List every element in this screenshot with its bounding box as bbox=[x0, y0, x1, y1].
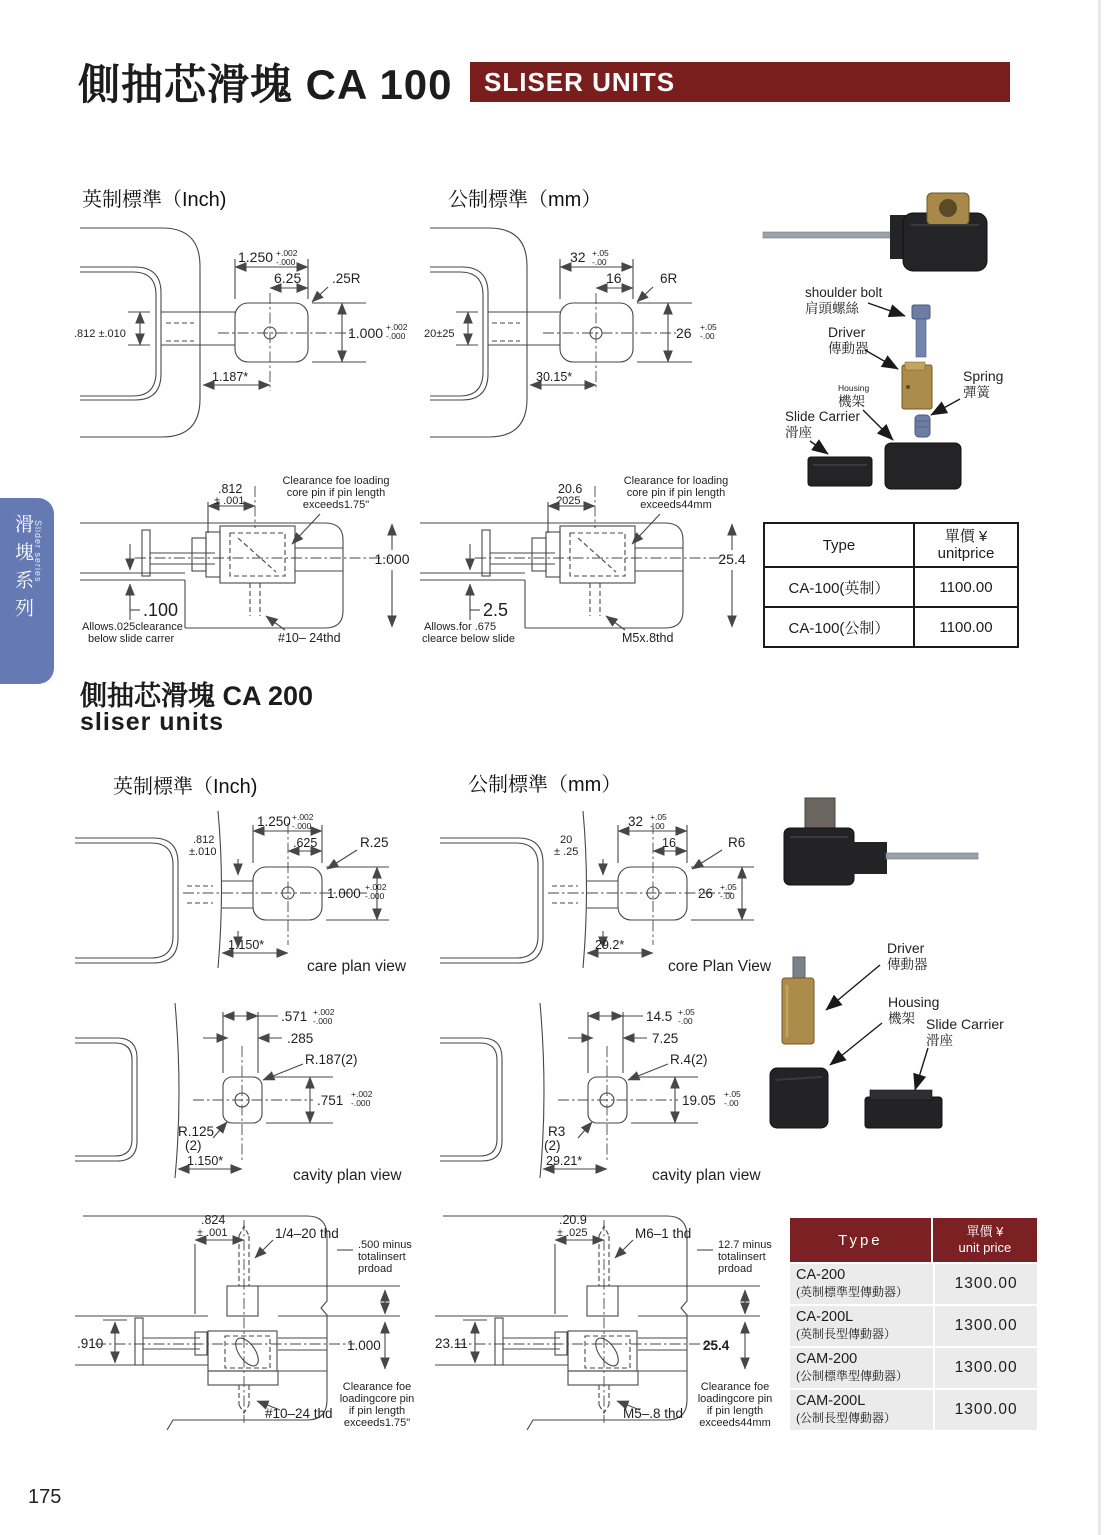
exploded-parts-photo bbox=[770, 957, 942, 1128]
housing-label-zh: 機架 bbox=[888, 1011, 915, 1026]
clearance-note-line3: exceeds1.75" bbox=[302, 499, 370, 511]
ca200-inch-standard-label: 英制標準（Inch) bbox=[113, 776, 258, 798]
ca100-mm-section-drawing bbox=[420, 458, 755, 648]
dim-width-tol-bot: -.000 bbox=[292, 821, 312, 831]
dim-top-label: .20.9 bbox=[559, 1213, 587, 1227]
type-column-header: Type bbox=[838, 1231, 883, 1249]
radius-top-label: R.4(2) bbox=[670, 1052, 708, 1067]
slide-carrier-label-en: Slide Carrier bbox=[926, 1016, 1004, 1032]
dim-height-tol-bot: -.00 bbox=[700, 331, 715, 341]
dim-offset-label: 30.15* bbox=[536, 370, 573, 384]
price-cell: 1300.00 bbox=[933, 1264, 1037, 1304]
thread-label: #10– 24thd bbox=[278, 631, 341, 645]
table-row bbox=[790, 1306, 1037, 1346]
dim-height-label: 26 bbox=[698, 886, 714, 901]
ca200-price-table bbox=[790, 1218, 1037, 1430]
thread-top-label: 1/4–20 thd bbox=[275, 1226, 339, 1241]
dim-width-tol-top: +.002 bbox=[313, 1007, 335, 1017]
dim-top-label: 20.6 bbox=[558, 482, 583, 496]
dim-width-label: 32 bbox=[570, 249, 586, 265]
thread-top-label: M6–1 thd bbox=[635, 1226, 692, 1241]
type-desc: (公制長型傳動器） bbox=[796, 1411, 896, 1425]
dim-top-tol: ± .025 bbox=[557, 1227, 588, 1239]
dim-width-label: 14.5 bbox=[646, 1009, 673, 1024]
ca200-mm-section-drawing bbox=[435, 1198, 785, 1443]
dim-height-tol-bot: -.000 bbox=[386, 331, 406, 341]
price-column-header bbox=[931, 1218, 1037, 1262]
ca200-title-zh: 側抽芯滑塊 CA 200 bbox=[80, 681, 314, 711]
type-column-header: Type bbox=[822, 536, 856, 554]
photo-leader-arrows bbox=[826, 965, 928, 1090]
dim-left-line1: 20 bbox=[560, 834, 573, 846]
ca100-inch-plan-drawing bbox=[70, 215, 420, 465]
type-cell: CA-100(英制） bbox=[788, 579, 890, 597]
preload-note-line3: prdoad bbox=[358, 1263, 393, 1275]
type-cell bbox=[790, 1306, 933, 1346]
ca100-product-photo bbox=[755, 185, 1095, 515]
driver-label-zh: 傳動器 bbox=[828, 341, 869, 356]
dim-half-label: 16 bbox=[606, 270, 622, 286]
dim-half-label: 7.25 bbox=[652, 1031, 679, 1046]
assembled-unit-photo bbox=[763, 193, 987, 271]
dim-height-label: 1.000 bbox=[347, 1338, 381, 1353]
dim-half-label: 16 bbox=[662, 836, 676, 850]
dim-top-tol: ?025 bbox=[556, 495, 581, 507]
dim-top-label: .812 bbox=[218, 482, 243, 496]
clearance-allow-line1: Allows.for .675 bbox=[424, 621, 497, 633]
dim-height-tol-top: +.05 bbox=[720, 882, 737, 892]
preload-note-line2: totalinsert bbox=[358, 1251, 406, 1263]
table-row bbox=[765, 566, 1017, 606]
type-desc: (英制長型傳動器） bbox=[796, 1327, 896, 1341]
type-name: CAM-200L bbox=[796, 1393, 866, 1409]
dim-height-label: 1.000 bbox=[348, 325, 384, 341]
type-name: CA-200L bbox=[796, 1309, 854, 1325]
clearance-note-line2: loadingcore pin bbox=[339, 1393, 415, 1405]
table-row bbox=[790, 1390, 1037, 1430]
ca200-mm-cavity-plan-drawing bbox=[440, 988, 785, 1188]
dim-clearance-label: 2.5 bbox=[483, 600, 509, 620]
ca200-inch-cavity-plan-drawing bbox=[75, 988, 440, 1188]
ca200-product-photo bbox=[760, 785, 1104, 1140]
page-title: 側抽芯滑塊 CA 100 bbox=[78, 61, 453, 108]
dim-height-tol-bot: -.000 bbox=[351, 1098, 371, 1108]
dim-height-tol-top: +.002 bbox=[351, 1089, 373, 1099]
dim-left-label: 23.11 bbox=[435, 1336, 468, 1351]
page-number: 175 bbox=[28, 1486, 62, 1508]
spring-label-en: Spring bbox=[963, 368, 1004, 384]
type-name: CAM-200 bbox=[796, 1351, 858, 1367]
dim-half-label: .285 bbox=[287, 1031, 314, 1046]
type-desc: (公制標準型傳動器） bbox=[796, 1369, 908, 1383]
view-caption: care plan view bbox=[307, 958, 407, 975]
table-header-row bbox=[765, 524, 1017, 566]
thread-bot-label: #10–24 thd bbox=[265, 1406, 333, 1421]
type-name: CA-200 bbox=[796, 1267, 846, 1283]
clearance-note-line3: if pin length bbox=[348, 1405, 406, 1417]
dim-height-tol-top: +.002 bbox=[365, 882, 387, 892]
ca100-mm-standard-label: 公制標準（mm） bbox=[448, 189, 602, 211]
type-cell: CA-100(公制） bbox=[788, 619, 890, 637]
shoulder-bolt-label-en: shoulder bolt bbox=[805, 285, 883, 300]
dim-left-line2: ±.010 bbox=[189, 846, 217, 858]
dim-top-label: .824 bbox=[201, 1213, 226, 1227]
view-caption: core Plan View bbox=[668, 958, 772, 975]
dim-height-label: 19.05 bbox=[682, 1093, 716, 1108]
dim-left-label: 20±25 bbox=[424, 328, 455, 340]
dim-left-line1: .812 bbox=[193, 834, 215, 846]
dim-radius-label: 6R bbox=[660, 271, 678, 286]
clearance-note-line3: if pin length bbox=[706, 1405, 764, 1417]
dim-top-tol: ± .001 bbox=[197, 1227, 228, 1239]
dim-left-label: .812 ±.010 bbox=[74, 328, 126, 340]
drawing-geometry bbox=[75, 1003, 333, 1178]
thread-bot-label: M5–.8 thd bbox=[623, 1406, 684, 1421]
type-cell bbox=[790, 1348, 933, 1388]
clearance-allow-line2: below slide carrer bbox=[88, 633, 175, 645]
type-cell bbox=[790, 1264, 933, 1304]
dim-offset-label: 29.2* bbox=[595, 938, 625, 952]
clearance-allow-line1: Allows.025clearance bbox=[82, 621, 183, 633]
clearance-note-line1: Clearance foe bbox=[700, 1381, 770, 1393]
housing-label-en: Housing bbox=[838, 383, 870, 393]
spring-label-zh: 彈簧 bbox=[963, 385, 990, 400]
housing-label-zh: 機架 bbox=[838, 394, 865, 409]
radius-bot-line2: (2) bbox=[185, 1138, 202, 1153]
ca100-mm-plan-drawing bbox=[420, 215, 750, 465]
dim-radius-label: R.25 bbox=[360, 835, 389, 850]
dim-width-label: .571 bbox=[281, 1009, 308, 1024]
clearance-note-line1: Clearance foe loading bbox=[282, 475, 390, 487]
dim-width-label: 1.250 bbox=[238, 249, 274, 265]
price-cell: 1300.00 bbox=[933, 1306, 1037, 1346]
dim-width-tol-top: +.002 bbox=[292, 812, 314, 822]
price-cell: 1100.00 bbox=[913, 608, 1017, 646]
radius-top-label: R.187(2) bbox=[305, 1052, 358, 1067]
dim-height-label: .751 bbox=[317, 1093, 344, 1108]
clearance-note-line1: Clearance for loading bbox=[623, 475, 729, 487]
dim-offset-label: 1.187* bbox=[212, 370, 249, 384]
dim-height-label: 1.000 bbox=[374, 551, 410, 567]
driver-label-zh: 傳動器 bbox=[887, 957, 928, 972]
thread-label: M5x.8thd bbox=[622, 631, 674, 645]
dim-radius-label: R6 bbox=[728, 835, 746, 850]
table-header-row bbox=[790, 1218, 1037, 1262]
price-header-line2: unitprice bbox=[937, 545, 995, 562]
table-row bbox=[790, 1264, 1037, 1304]
clearance-note-line2: loadingcore pin bbox=[697, 1393, 773, 1405]
driver-label-en: Driver bbox=[887, 940, 925, 956]
dim-width-tol-bot: -.000 bbox=[276, 257, 296, 267]
price-cell: 1300.00 bbox=[933, 1390, 1037, 1430]
price-cell: 1300.00 bbox=[933, 1348, 1037, 1388]
view-caption: cavity plan view bbox=[652, 1167, 761, 1184]
driver-label-en: Driver bbox=[828, 324, 866, 340]
price-column-header bbox=[913, 524, 1017, 566]
dim-height-tol-bot: -.00 bbox=[720, 891, 735, 901]
dim-width-label: 1.250 bbox=[257, 814, 291, 829]
dim-radius-label: .25R bbox=[332, 271, 361, 286]
ca200-inch-core-plan-drawing bbox=[75, 793, 435, 983]
drawing-geometry bbox=[430, 228, 692, 437]
clearance-note-line4: exceeds1.75" bbox=[343, 1417, 411, 1429]
dim-width-tol-bot: -.000 bbox=[313, 1016, 333, 1026]
price-header-line1: 單價 ¥ bbox=[966, 1224, 1004, 1239]
dim-width-tol-top: +.05 bbox=[678, 1007, 695, 1017]
dim-half-label: .625 bbox=[293, 836, 318, 850]
dim-height-tol-bot: -.00 bbox=[724, 1098, 739, 1108]
dim-height-tol-top: +.002 bbox=[386, 322, 408, 332]
type-desc: (英制標準型傳動器） bbox=[796, 1285, 908, 1299]
drawing-geometry bbox=[440, 1003, 698, 1178]
ca200-title-en: sliser units bbox=[80, 708, 224, 736]
slide-carrier-label-zh: 滑座 bbox=[926, 1033, 953, 1048]
assembled-unit-photo bbox=[784, 798, 978, 885]
ca100-inch-standard-label: 英制標準（Inch) bbox=[82, 189, 227, 211]
sidebar-label-zh: 滑塊系列 bbox=[12, 514, 33, 626]
ca200-mm-core-plan-drawing bbox=[440, 793, 785, 983]
page-edge-shadow bbox=[1098, 0, 1101, 1535]
dim-offset-label: 29.21* bbox=[546, 1154, 583, 1168]
dim-width-tol-bot: -.00 bbox=[678, 1016, 693, 1026]
dim-height-tol-top: +.05 bbox=[724, 1089, 741, 1099]
dim-half-label: 6.25 bbox=[274, 270, 302, 286]
clearance-note-line3: exceeds44mm bbox=[640, 499, 712, 511]
preload-note-line1: 12.7 minus bbox=[718, 1239, 772, 1251]
dim-height-label: 25.4 bbox=[703, 1338, 730, 1353]
price-header-line1: 單價 ¥ bbox=[944, 528, 988, 545]
slide-carrier-label-en: Slide Carrier bbox=[785, 409, 861, 424]
clearance-note-line4: exceeds44mm bbox=[699, 1417, 771, 1429]
radius-bot-line1: R3 bbox=[548, 1124, 566, 1139]
table-row bbox=[790, 1348, 1037, 1388]
dim-height-label: 26 bbox=[676, 325, 692, 341]
dim-top-tol: ± .001 bbox=[214, 495, 245, 507]
ca100-price-table bbox=[763, 522, 1019, 648]
dim-height-label: 1.000 bbox=[327, 886, 361, 901]
preload-note-line2: totalinsert bbox=[718, 1251, 766, 1263]
clearance-note-line2: core pin if pin length bbox=[286, 487, 386, 499]
dim-width-tol-top: +.05 bbox=[650, 812, 667, 822]
dim-height-tol-bot: -.000 bbox=[365, 891, 385, 901]
radius-bot-line2: (2) bbox=[544, 1138, 561, 1153]
dim-width-tol-top: +.002 bbox=[276, 248, 298, 258]
slide-carrier-label-zh: 滑座 bbox=[785, 425, 812, 440]
sidebar-label-en: Slider series bbox=[33, 520, 43, 583]
clearance-note-line1: Clearance foe bbox=[342, 1381, 412, 1393]
clearance-allow-line2: clearce below slide bbox=[422, 633, 515, 645]
radius-bot-line1: R.125 bbox=[178, 1124, 215, 1139]
preload-note-line3: prdoad bbox=[718, 1263, 753, 1275]
dim-offset-label: 1.150* bbox=[187, 1154, 224, 1168]
dim-left-label: .910 bbox=[77, 1336, 104, 1351]
dim-clearance-label: .100 bbox=[143, 600, 179, 620]
view-caption: cavity plan view bbox=[293, 1167, 402, 1184]
dim-left-line2: ± .25 bbox=[554, 846, 579, 858]
ca100-inch-section-drawing bbox=[80, 458, 415, 648]
sidebar-tab-slider-series bbox=[0, 498, 54, 684]
clearance-note-line2: core pin if pin length bbox=[626, 487, 726, 499]
section-banner bbox=[470, 62, 1010, 102]
housing-label-en: Housing bbox=[888, 994, 940, 1010]
type-cell bbox=[790, 1390, 933, 1430]
dim-width-tol-top: +.05 bbox=[592, 248, 609, 258]
dim-offset-label: 1.150* bbox=[228, 938, 265, 952]
table-row bbox=[765, 606, 1017, 646]
price-header-line2: unit price bbox=[958, 1240, 1012, 1255]
price-cell: 1100.00 bbox=[913, 568, 1017, 606]
banner-label: SLISER UNITS bbox=[484, 67, 676, 97]
dim-width-tol-bot: -.00 bbox=[650, 821, 665, 831]
dim-height-tol-top: +.05 bbox=[700, 322, 717, 332]
shoulder-bolt-label-zh: 肩頭螺絲 bbox=[805, 301, 859, 316]
preload-note-line1: .500 minus bbox=[358, 1239, 412, 1251]
dim-width-label: 32 bbox=[628, 814, 644, 829]
dim-width-tol-bot: -.00 bbox=[592, 257, 607, 267]
ca200-inch-section-drawing bbox=[75, 1198, 440, 1443]
dim-height-label: 25.4 bbox=[718, 551, 746, 567]
ca200-mm-standard-label: 公制標準（mm） bbox=[468, 774, 622, 796]
